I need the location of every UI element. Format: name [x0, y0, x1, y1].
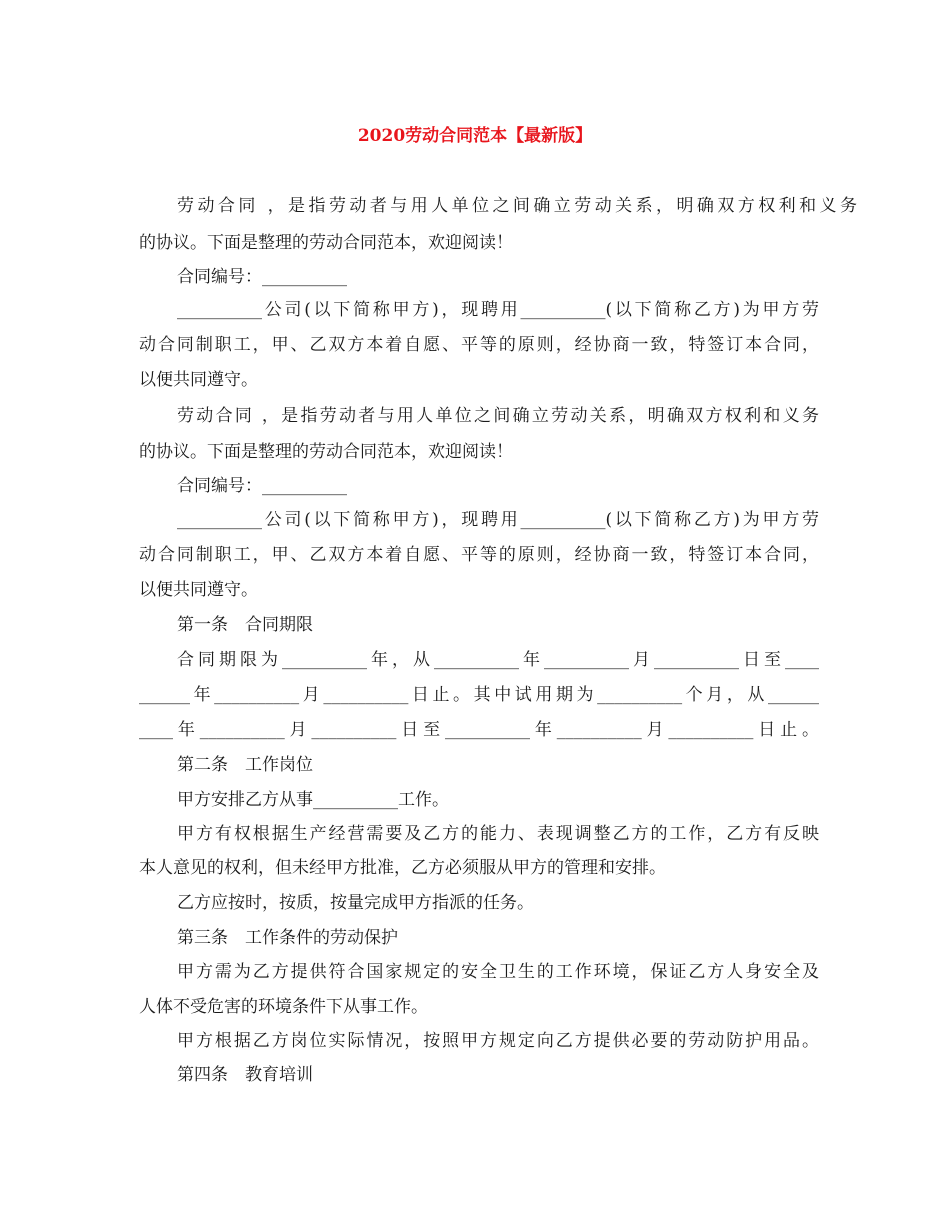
section-heading: 第二条 工作岗位 — [177, 755, 313, 775]
paragraph-line: 劳动合同 ，是指劳动者与用人单位之间确立劳动关系，明确双方权利和义务 — [177, 196, 857, 216]
paragraph-line: 动合同制职工，甲、乙双方本着自愿、平等的原则，经协商一致，特签订本合同， — [139, 335, 819, 355]
section-heading: 第四条 教育培训 — [177, 1065, 313, 1085]
paragraph-line: __________公司(以下简称甲方)，现聘用__________(以下简称乙方)为甲方劳 — [177, 510, 819, 530]
paragraph-line: 的协议。下面是整理的劳动合同范本，欢迎阅读！ — [139, 233, 513, 253]
paragraph-line: __________公司(以下简称甲方)，现聘用__________(以下简称乙方)为甲方劳 — [177, 300, 819, 320]
paragraph-line: ______年__________月__________日止。其中试用期为__________个月，从______ — [139, 685, 819, 705]
document-title: 2020劳动合同范本【最新版】 — [357, 126, 593, 146]
paragraph-line: 人体不受危害的环境条件下从事工作。 — [139, 997, 428, 1017]
paragraph-line: 合同期限为__________年，从__________年__________月__________日至____ — [177, 650, 819, 670]
paragraph-line: 甲方安排乙方从事__________工作。 — [177, 790, 449, 810]
paragraph-line: 动合同制职工，甲、乙双方本着自愿、平等的原则，经协商一致，特签订本合同， — [139, 545, 819, 565]
contract-number-line: 合同编号：__________ — [177, 476, 347, 496]
section-heading: 第三条 工作条件的劳动保护 — [177, 928, 398, 948]
paragraph-line: 的协议。下面是整理的劳动合同范本，欢迎阅读！ — [139, 442, 513, 462]
contract-number-line: 合同编号：__________ — [177, 267, 347, 287]
paragraph-line: 本人意见的权利，但未经甲方批准，乙方必须服从甲方的管理和安排。 — [139, 858, 666, 878]
paragraph-line: ____年__________月__________日至__________年__________月__________日止。 — [139, 720, 819, 740]
paragraph-line: 甲方根据乙方岗位实际情况，按照甲方规定向乙方提供必要的劳动防护用品。 — [177, 1031, 819, 1051]
paragraph-line: 以便共同遵守。 — [139, 580, 258, 600]
section-heading: 第一条 合同期限 — [177, 615, 313, 635]
paragraph-line: 以便共同遵守。 — [139, 370, 258, 390]
paragraph-line: 甲方有权根据生产经营需要及乙方的能力、表现调整乙方的工作，乙方有反映 — [177, 824, 819, 844]
paragraph-line: 乙方应按时，按质，按量完成甲方指派的任务。 — [177, 893, 534, 913]
paragraph-line: 甲方需为乙方提供符合国家规定的安全卫生的工作环境，保证乙方人身安全及 — [177, 962, 819, 982]
paragraph-line: 劳动合同 ，是指劳动者与用人单位之间确立劳动关系，明确双方权利和义务 — [177, 406, 819, 426]
